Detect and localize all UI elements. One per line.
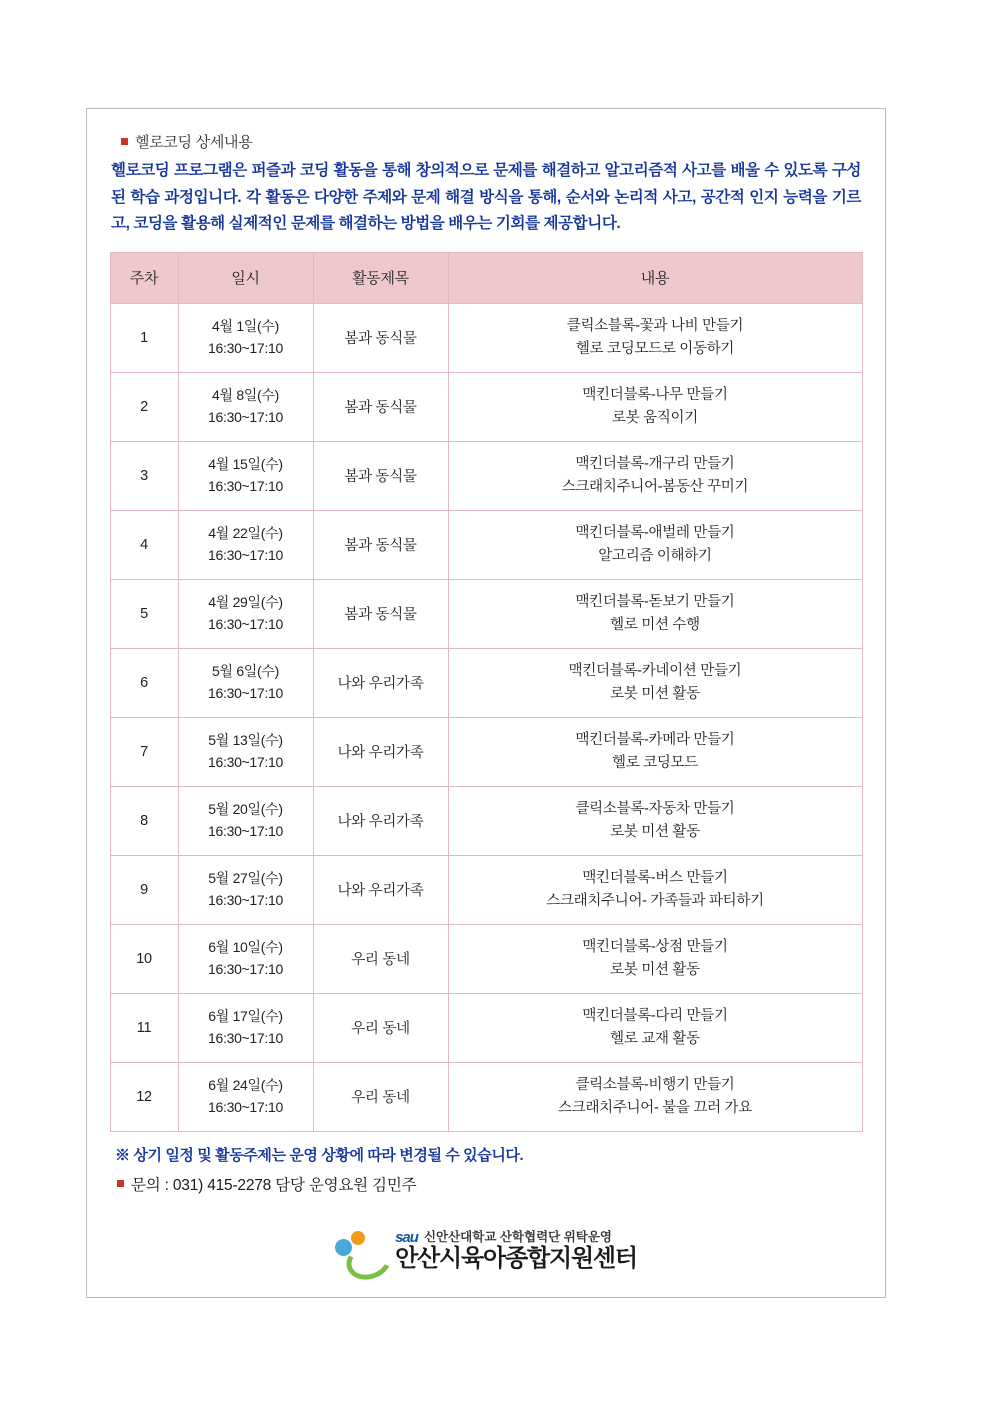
cell-content-line-2: 헬로 미션 수행	[610, 616, 700, 633]
cell-datetime	[178, 648, 313, 717]
cell-date: 6월 10일(수)	[208, 939, 283, 956]
cell-week: 8	[110, 786, 178, 855]
contact-label: 문의 : 031) 415-2278 담당 운영요원 김민주	[131, 1176, 417, 1194]
cell-activity-title: 봄과 동식물	[313, 441, 448, 510]
cell-date: 5월 13일(수)	[208, 732, 283, 749]
cell-activity-title: 봄과 동식물	[313, 372, 448, 441]
cell-week: 9	[110, 855, 178, 924]
cell-week: 11	[110, 993, 178, 1062]
table-header	[110, 252, 862, 303]
cell-date: 5월 20일(수)	[208, 801, 283, 818]
cell-activity-title: 봄과 동식물	[313, 579, 448, 648]
cell-date: 5월 27일(수)	[208, 870, 283, 887]
section-heading	[121, 131, 863, 152]
schedule-change-note: ※ 상기 일정 및 활동주제는 운영 상황에 따라 변경될 수 있습니다.	[115, 1146, 524, 1164]
cell-week: 1	[110, 303, 178, 372]
document-page	[86, 108, 886, 1298]
cell-date: 6월 24일(수)	[208, 1077, 283, 1094]
cell-content-line-2: 로봇 미션 활동	[610, 685, 700, 702]
cell-activity-title: 봄과 동식물	[313, 510, 448, 579]
cell-date: 4월 29일(수)	[208, 594, 283, 611]
cell-content	[448, 510, 862, 579]
cell-time: 16:30~17:10	[208, 891, 283, 908]
cell-content	[448, 1062, 862, 1131]
cell-content-line-2: 로봇 미션 활동	[610, 823, 700, 840]
table-row	[110, 372, 862, 441]
cell-content-line-1: 맥킨더블록-카메라 만들기	[575, 731, 735, 748]
cell-datetime	[178, 786, 313, 855]
table-row	[110, 579, 862, 648]
cell-content	[448, 579, 862, 648]
table-row	[110, 441, 862, 510]
cell-week: 5	[110, 579, 178, 648]
cell-content-line-1: 맥킨더블록-나무 만들기	[582, 386, 728, 403]
table-row	[110, 924, 862, 993]
cell-activity-title: 나와 우리가족	[313, 717, 448, 786]
cell-content-line-2: 스크래치주니어-봄동산 꾸미기	[561, 478, 749, 495]
cell-content	[448, 303, 862, 372]
logo-top-line	[395, 1230, 637, 1247]
cell-datetime	[178, 855, 313, 924]
cell-content-line-1: 맥킨더블록-카네이션 만들기	[568, 662, 742, 679]
cell-time: 16:30~17:10	[208, 684, 283, 701]
cell-activity-title: 나와 우리가족	[313, 786, 448, 855]
cell-time: 16:30~17:10	[208, 339, 283, 356]
cell-datetime	[178, 993, 313, 1062]
cell-time: 16:30~17:10	[208, 753, 283, 770]
table-row	[110, 717, 862, 786]
cell-week: 2	[110, 372, 178, 441]
cell-datetime	[178, 441, 313, 510]
cell-content-line-2: 헬로 교재 활동	[610, 1030, 700, 1047]
cell-content	[448, 441, 862, 510]
cell-week: 4	[110, 510, 178, 579]
table-row	[110, 786, 862, 855]
column-header-week: 주차	[110, 252, 178, 303]
cell-content-line-1: 맥킨더블록-돋보기 만들기	[575, 593, 735, 610]
cell-time: 16:30~17:10	[208, 615, 283, 632]
cell-content-line-1: 클릭소블록-비행기 만들기	[575, 1076, 735, 1093]
cell-datetime	[178, 717, 313, 786]
cell-activity-title: 나와 우리가족	[313, 855, 448, 924]
table-row	[110, 993, 862, 1062]
cell-content	[448, 717, 862, 786]
square-bullet-icon	[117, 1180, 124, 1187]
table-row	[110, 1062, 862, 1131]
cell-content-line-2: 로봇 움직이기	[612, 409, 698, 426]
cell-date: 4월 8일(수)	[212, 387, 279, 404]
cell-time: 16:30~17:10	[208, 960, 283, 977]
intro-paragraph: 헬로코딩 프로그램은 퍼즐과 코딩 활동을 통해 창의적으로 문제를 해결하고 알고리즘적 사고를 배울 수 있도록 구성된 학습 과정입니다. 각 활동은 다양한 주제와 문제 해결 방식을 통해, 순서와 논리적 사고, 공간적 인지 능력을 기르고, 코딩을 활용해 실제적인 문제를 해결하는 방법을 배우는 기회를 제공합니다.	[111, 162, 861, 233]
cell-activity-title: 봄과 동식물	[313, 303, 448, 372]
sau-badge-label: sau	[395, 1228, 418, 1246]
cell-activity-title: 나와 우리가족	[313, 648, 448, 717]
cell-content-line-2: 로봇 미션 활동	[610, 961, 700, 978]
logo-text-block	[395, 1230, 637, 1273]
cell-time: 16:30~17:10	[208, 546, 283, 563]
cell-time: 16:30~17:10	[208, 477, 283, 494]
cell-content-line-2: 헬로 코딩모드로 이동하기	[575, 340, 735, 357]
cell-time: 16:30~17:10	[208, 1098, 283, 1115]
cell-week: 6	[110, 648, 178, 717]
footer	[109, 1229, 863, 1273]
cell-content	[448, 648, 862, 717]
cell-content	[448, 855, 862, 924]
table-row	[110, 855, 862, 924]
org-name-label: 안산시육아종합지원센터	[395, 1245, 637, 1273]
cell-time: 16:30~17:10	[208, 408, 283, 425]
cell-week: 10	[110, 924, 178, 993]
cell-content	[448, 372, 862, 441]
cell-content-line-1: 클릭소블록-자동차 만들기	[575, 800, 735, 817]
cell-date: 4월 15일(수)	[208, 456, 283, 473]
logo-mark-icon	[335, 1229, 387, 1273]
cell-content	[448, 924, 862, 993]
square-bullet-icon	[121, 138, 128, 145]
table-row	[110, 510, 862, 579]
cell-content-line-1: 맥킨더블록-상점 만들기	[582, 938, 728, 955]
cell-content-line-1: 맥킨더블록-개구리 만들기	[575, 455, 735, 472]
cell-content-line-1: 클릭소블록-꽃과 나비 만들기	[566, 317, 744, 334]
cell-week: 7	[110, 717, 178, 786]
cell-activity-title: 우리 동네	[313, 993, 448, 1062]
cell-content-line-2: 스크래치주니어- 불을 끄러 가요	[558, 1099, 752, 1116]
cell-content-line-2: 알고리즘 이해하기	[598, 547, 712, 564]
organization-logo	[335, 1229, 637, 1273]
cell-datetime	[178, 1062, 313, 1131]
column-header-datetime: 일시	[178, 252, 313, 303]
cell-date: 6월 17일(수)	[208, 1008, 283, 1025]
table-header-row	[110, 252, 862, 303]
cell-content	[448, 993, 862, 1062]
cell-content-line-2: 스크래치주니어- 가족들과 파티하기	[546, 892, 764, 909]
section-heading-label: 헬로코딩 상세내용	[135, 134, 253, 151]
cell-time: 16:30~17:10	[208, 1029, 283, 1046]
cell-datetime	[178, 303, 313, 372]
cell-content-line-1: 맥킨더블록-다리 만들기	[582, 1007, 728, 1024]
column-header-content: 내용	[448, 252, 862, 303]
cell-content-line-2: 헬로 코딩모드	[612, 754, 698, 771]
cell-activity-title: 우리 동네	[313, 1062, 448, 1131]
cell-datetime	[178, 924, 313, 993]
column-header-activity-title: 활동제목	[313, 252, 448, 303]
cell-week: 12	[110, 1062, 178, 1131]
cell-datetime	[178, 579, 313, 648]
cell-content	[448, 786, 862, 855]
org-affiliation-label: 신안산대학교 산학협력단 위탁운영	[423, 1229, 613, 1244]
cell-date: 5월 6일(수)	[212, 663, 279, 680]
table-row	[110, 648, 862, 717]
cell-week: 3	[110, 441, 178, 510]
table-body	[110, 303, 862, 1131]
cell-time: 16:30~17:10	[208, 822, 283, 839]
contact-row	[117, 1173, 863, 1195]
cell-content-line-1: 맥킨더블록-애벌레 만들기	[575, 524, 735, 541]
cell-datetime	[178, 372, 313, 441]
cell-date: 4월 22일(수)	[208, 525, 283, 542]
schedule-table	[110, 252, 863, 1132]
table-row	[110, 303, 862, 372]
cell-datetime	[178, 510, 313, 579]
cell-content-line-1: 맥킨더블록-버스 만들기	[582, 869, 728, 886]
cell-activity-title: 우리 동네	[313, 924, 448, 993]
cell-date: 4월 1일(수)	[212, 318, 279, 335]
